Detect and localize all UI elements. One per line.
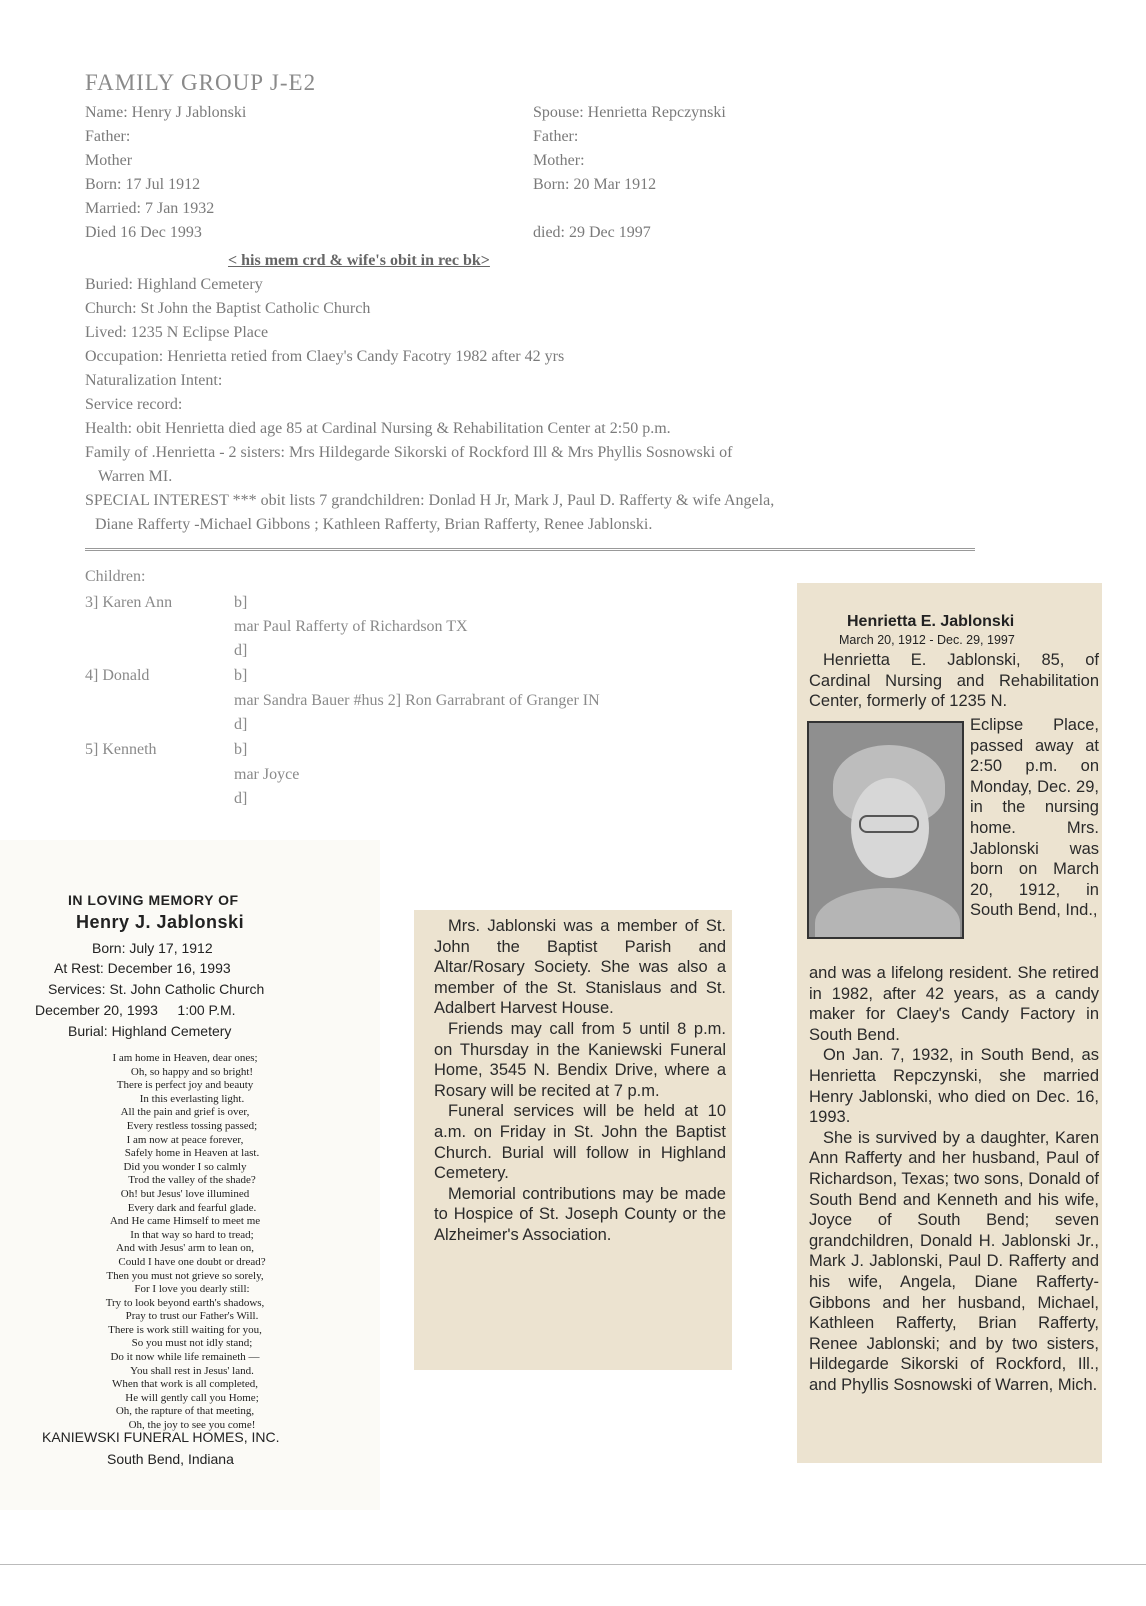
poem-line: In that way so hard to tread; [130,1228,254,1241]
children-label: Children: [85,568,146,585]
child-born: b] [234,667,248,684]
poem-line: Safely home in Heaven at last. [124,1147,260,1160]
husband-born: Born: 17 Jul 1912 [85,176,201,193]
poem-line: Oh! but Jesus' love illumined [120,1187,250,1200]
poem-line: Every restless tossing passed; [126,1119,258,1132]
poem-line: There is perfect joy and beauty [116,1079,254,1092]
child-married: mar Joyce [234,766,300,783]
child-died: d] [234,716,248,733]
poem-line: There is work still waiting for you, [108,1323,262,1336]
service-record-field: Service record: [85,396,183,413]
spouse-died: died: 29 Dec 1997 [533,224,651,241]
obituary-clipping [797,583,1102,1463]
obituary-dates: March 20, 1912 - Dec. 29, 1997 [839,633,1015,647]
card-poem [50,1052,320,1433]
obituary-intro: Henrietta E. Jablonski, 85, of Cardinal Nursing and Rehabilitation Center, formerly of 1235 N. [809,651,1099,711]
glasses-icon [859,815,919,833]
poem-line: Oh, the joy to see you come! [128,1419,256,1432]
memorial-card [0,840,380,1510]
special-interest-line2: Diane Rafferty -Michael Gibbons ; Kathleen Rafferty, Brian Rafferty, Renee Jablonski. [95,516,653,533]
page-title: FAMILY GROUP J-E2 [85,70,317,95]
family-field-line2: Warren MI. [98,468,173,485]
obituary-paragraph: and was a lifelong resident. She retired in 1982, after 42 years, as a candy maker for Claey's Candy Factory in South Bend. [809,964,1099,1044]
child-born: b] [234,741,248,758]
child-married: mar Paul Rafferty of Richardson TX [234,618,468,635]
poem-line: Did you wonder I so calmly [123,1160,247,1173]
poem-line: And He came Himself to meet me [109,1215,261,1228]
portrait-photo [807,721,964,939]
spouse-born: Born: 20 Mar 1912 [533,176,657,193]
special-interest-line1: SPECIAL INTEREST *** obit lists 7 grandchildren: Donlad H Jr, Mark J, Paul D. Rafferty & wife Angela, [85,492,775,509]
occupation-field: Occupation: Henrietta retied from Claey's Candy Facotry 1982 after 42 yrs [85,348,565,365]
card-services: Services: St. John Catholic Church [48,981,265,997]
card-born: Born: July 17, 1912 [92,940,213,956]
spouse-name: Spouse: Henrietta Repczynski [533,104,726,121]
spouse-father: Father: [533,128,579,145]
church-field: Church: St John the Baptist Catholic Church [85,300,371,317]
card-service-date: December 20, 1993 1:00 P.M. [35,1002,236,1018]
poem-line: Trod the valley of the shade? [128,1174,256,1187]
poem-line: In this everlasting light. [139,1092,245,1105]
child-name: 4] Donald [85,667,150,684]
poem-line: Try to look beyond earth's shadows, [105,1296,265,1309]
child-name: 3] Karen Ann [85,594,173,611]
buried-field: Buried: Highland Cemetery [85,276,263,293]
husband-died: Died 16 Dec 1993 [85,224,202,241]
card-city: South Bend, Indiana [107,1451,234,1467]
child-died: d] [234,642,248,659]
poem-line: Oh, the rapture of that meeting, [115,1405,255,1418]
obituary-wrap-text: Eclipse Place, passed away at 2:50 p.m. on Monday, Dec. 29, in the nursing home. Mrs. Jablonski was born on March 20, 1912, in South Bend, Ind., [970,716,1099,920]
page-bottom-rule [0,1564,1146,1565]
section-divider [85,548,975,551]
poem-line: Then you must not grieve so sorely, [106,1269,264,1282]
obituary-paragraph: On Jan. 7, 1932, in South Bend, as Henrietta Repczynski, she married Henry Jablonski, who died on Dec. 16, 1993. [809,1046,1099,1127]
child-born: b] [234,594,248,611]
poem-line: So you must not idly stand; [131,1337,253,1350]
poem-line: Could I have one doubt or dread? [118,1255,266,1268]
poem-line: And with Jesus' arm to lean on, [116,1242,254,1255]
card-burial: Burial: Highland Cemetery [68,1023,232,1039]
records-note: < his mem crd & wife's obit in rec bk> [228,252,490,269]
obituary-clipping-continued [414,910,732,1370]
husband-mother: Mother [85,152,133,169]
poem-line: All the pain and grief is over, [120,1106,250,1119]
husband-father: Father: [85,128,131,145]
poem-line: Every dark and fearful glade. [127,1201,257,1214]
poem-line: I am now at peace forever, [126,1133,244,1146]
child-married: mar Sandra Bauer #hus 2] Ron Garrabrant of Granger IN [234,692,600,709]
clipping-paragraph: Mrs. Jablonski was a member of St. John the Baptist Parish and Altar/Rosary Society. She was also a member of the St. Stanislaus and St. Adalbert Harvest House. [434,917,726,1018]
poem-line: Oh, so happy and so bright! [130,1065,254,1078]
poem-line: You shall rest in Jesus' land. [130,1364,254,1377]
poem-line: For I love you dearly still: [134,1283,250,1296]
child-died: d] [234,790,248,807]
obituary-headline: Henrietta E. Jablonski [847,613,1015,630]
card-heading: IN LOVING MEMORY OF [68,892,239,908]
card-funeral-home: KANIEWSKI FUNERAL HOMES, INC. [42,1429,280,1445]
clipping-paragraph: Funeral services will be held at 10 a.m. on Friday in St. John the Baptist Church. Burial will follow in Highland Cemetery. [434,1102,726,1183]
health-field: Health: obit Henrietta died age 85 at Cardinal Nursing & Rehabilitation Center at 2:50 p.m. [85,420,671,437]
card-name: Henry J. Jablonski [76,912,245,932]
husband-name: Name: Henry J Jablonski [85,104,247,121]
poem-line: He will gently call you Home; [125,1391,259,1404]
spouse-mother: Mother: [533,152,585,169]
child-name: 5] Kenneth [85,741,157,758]
husband-married: Married: 7 Jan 1932 [85,200,215,217]
obituary-paragraph: She is survived by a daughter, Karen Ann Rafferty and her husband, Paul of Richardson, Texas; two sons, Donald of South Bend and Kenneth and his wife, Joyce of South Bend; seven grandchildren, Donald H. Jablonski Jr., Mark J. Jablonski, Paul D. Rafferty and his wife, Angela, Diane Rafferty-Gibbons and her husband, Michael, Kathleen Rafferty, Brian Rafferty, Renee Jablonski; and by two sisters, Hildegarde Sikorski of Rockford, Ill., and Phyllis Sosnowski of Warren, Mich. [809,1128,1099,1394]
poem-line: When that work is all completed, [111,1378,258,1391]
family-field-line1: Family of .Henrietta - 2 sisters: Mrs Hildegarde Sikorski of Rockford Ill & Mrs Phyllis Sosnowski of [85,444,733,461]
naturalization-field: Naturalization Intent: [85,372,223,389]
poem-line: Pray to trust our Father's Will. [125,1310,259,1323]
poem-line: I am home in Heaven, dear ones; [112,1052,258,1064]
clipping-paragraph: Memorial contributions may be made to Hospice of St. Joseph County or the Alzheimer's Association. [434,1184,726,1244]
poem-line: Do it now while life remaineth — [110,1351,260,1364]
card-rest: At Rest: December 16, 1993 [54,960,231,976]
clipping-paragraph: Friends may call from 5 until 8 p.m. on Thursday in the Kaniewski Funeral Home, 3545 N. Bendix Drive, where a Rosary will be recited at 7 p.m. [434,1019,726,1100]
lived-field: Lived: 1235 N Eclipse Place [85,324,269,341]
